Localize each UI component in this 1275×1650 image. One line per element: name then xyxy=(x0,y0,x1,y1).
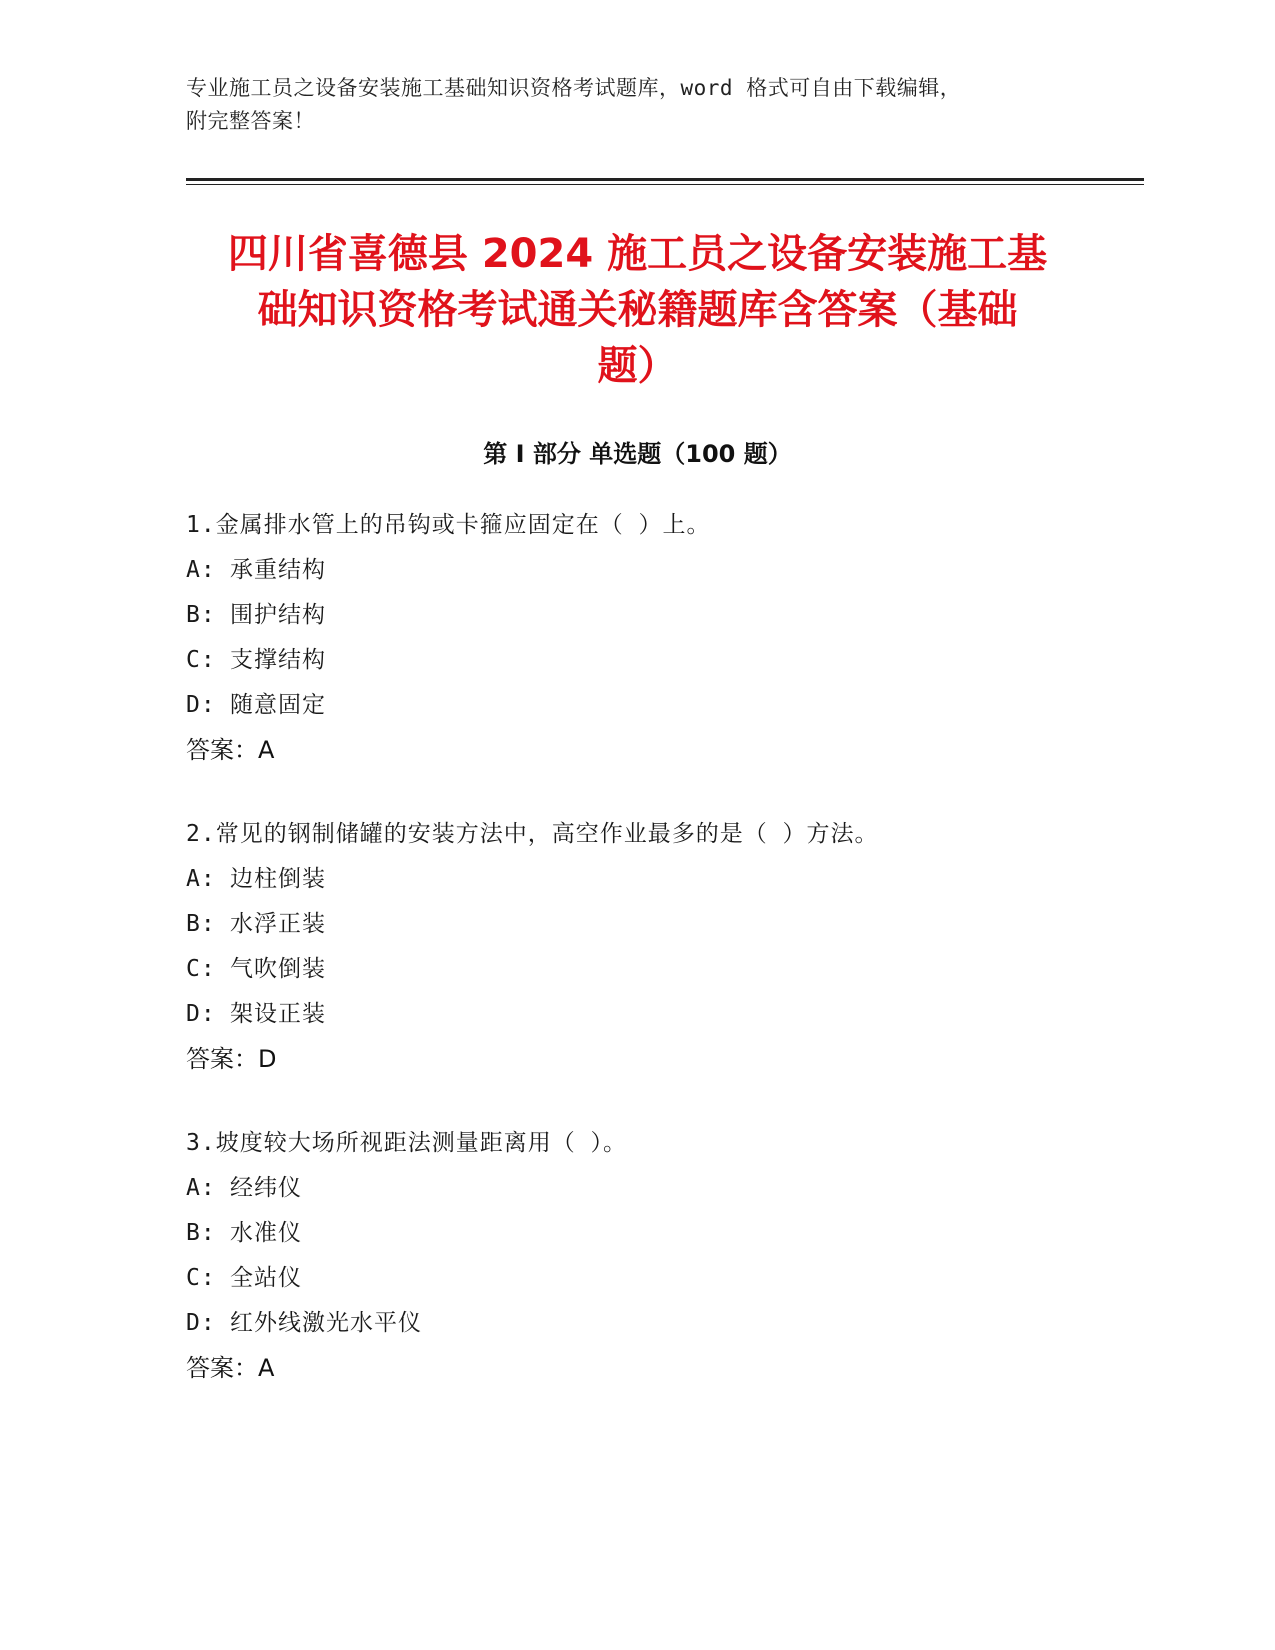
option-letter: C: xyxy=(186,647,216,673)
section-heading: 第 I 部分 单选题（100 题） xyxy=(483,440,792,468)
option-letter: B: xyxy=(186,1220,216,1246)
question-3 xyxy=(186,1121,1086,1391)
option-text: 围护结构 xyxy=(230,602,326,628)
document-title xyxy=(150,226,1125,394)
option-text: 承重结构 xyxy=(230,557,326,583)
option-text: 气吹倒装 xyxy=(230,956,326,982)
option-text: 水准仪 xyxy=(230,1220,302,1246)
header-note-line-2: 附完整答案！ xyxy=(186,109,315,133)
option-a xyxy=(186,857,1086,902)
option-letter: D: xyxy=(186,1310,216,1336)
option-a xyxy=(186,1166,1086,1211)
option-text: 随意固定 xyxy=(230,692,326,718)
header-divider-thick-line xyxy=(186,178,1144,181)
option-letter: D: xyxy=(186,1001,216,1027)
question-2 xyxy=(186,812,1086,1082)
option-letter: B: xyxy=(186,602,216,628)
answer-line: 答案：D xyxy=(186,1045,277,1073)
option-letter: A: xyxy=(186,1175,216,1201)
option-c xyxy=(186,638,1086,683)
question-1 xyxy=(186,503,1086,773)
question-stem: 1.金属排水管上的吊钩或卡箍应固定在（ ）上。 xyxy=(186,512,711,538)
document-title-line-3: 题） xyxy=(597,343,678,389)
question-stem: 3.坡度较大场所视距法测量距离用（ ）。 xyxy=(186,1130,628,1156)
option-b xyxy=(186,593,1086,638)
option-letter: B: xyxy=(186,911,216,937)
option-letter: C: xyxy=(186,956,216,982)
question-stem: 2.常见的钢制储罐的安装方法中，高空作业最多的是（ ）方法。 xyxy=(186,821,879,847)
option-text: 架设正装 xyxy=(230,1001,326,1027)
option-text: 边柱倒装 xyxy=(230,866,326,892)
option-letter: D: xyxy=(186,692,216,718)
document-title-line-1: 四川省喜德县 2024 施工员之设备安装施工基 xyxy=(227,231,1048,277)
option-a xyxy=(186,548,1086,593)
option-b xyxy=(186,1211,1086,1256)
option-d xyxy=(186,683,1086,728)
option-b xyxy=(186,902,1086,947)
option-d xyxy=(186,992,1086,1037)
option-letter: C: xyxy=(186,1265,216,1291)
option-c xyxy=(186,947,1086,992)
option-text: 红外线激光水平仪 xyxy=(230,1310,422,1336)
option-d xyxy=(186,1301,1086,1346)
option-letter: A: xyxy=(186,557,216,583)
answer-line: 答案：A xyxy=(186,736,275,764)
option-text: 水浮正装 xyxy=(230,911,326,937)
option-text: 全站仪 xyxy=(230,1265,302,1291)
option-text: 经纬仪 xyxy=(230,1175,302,1201)
document-title-line-2: 础知识资格考试通关秘籍题库含答案（基础 xyxy=(257,287,1018,333)
header-divider xyxy=(186,178,1144,186)
option-text: 支撑结构 xyxy=(230,647,326,673)
option-letter: A: xyxy=(186,866,216,892)
header-note xyxy=(186,72,1066,138)
header-note-line-1: 专业施工员之设备安装施工基础知识资格考试题库，word 格式可自由下载编辑， xyxy=(186,76,962,100)
option-c xyxy=(186,1256,1086,1301)
answer-line: 答案：A xyxy=(186,1354,275,1382)
header-divider-thin-line xyxy=(186,184,1144,185)
